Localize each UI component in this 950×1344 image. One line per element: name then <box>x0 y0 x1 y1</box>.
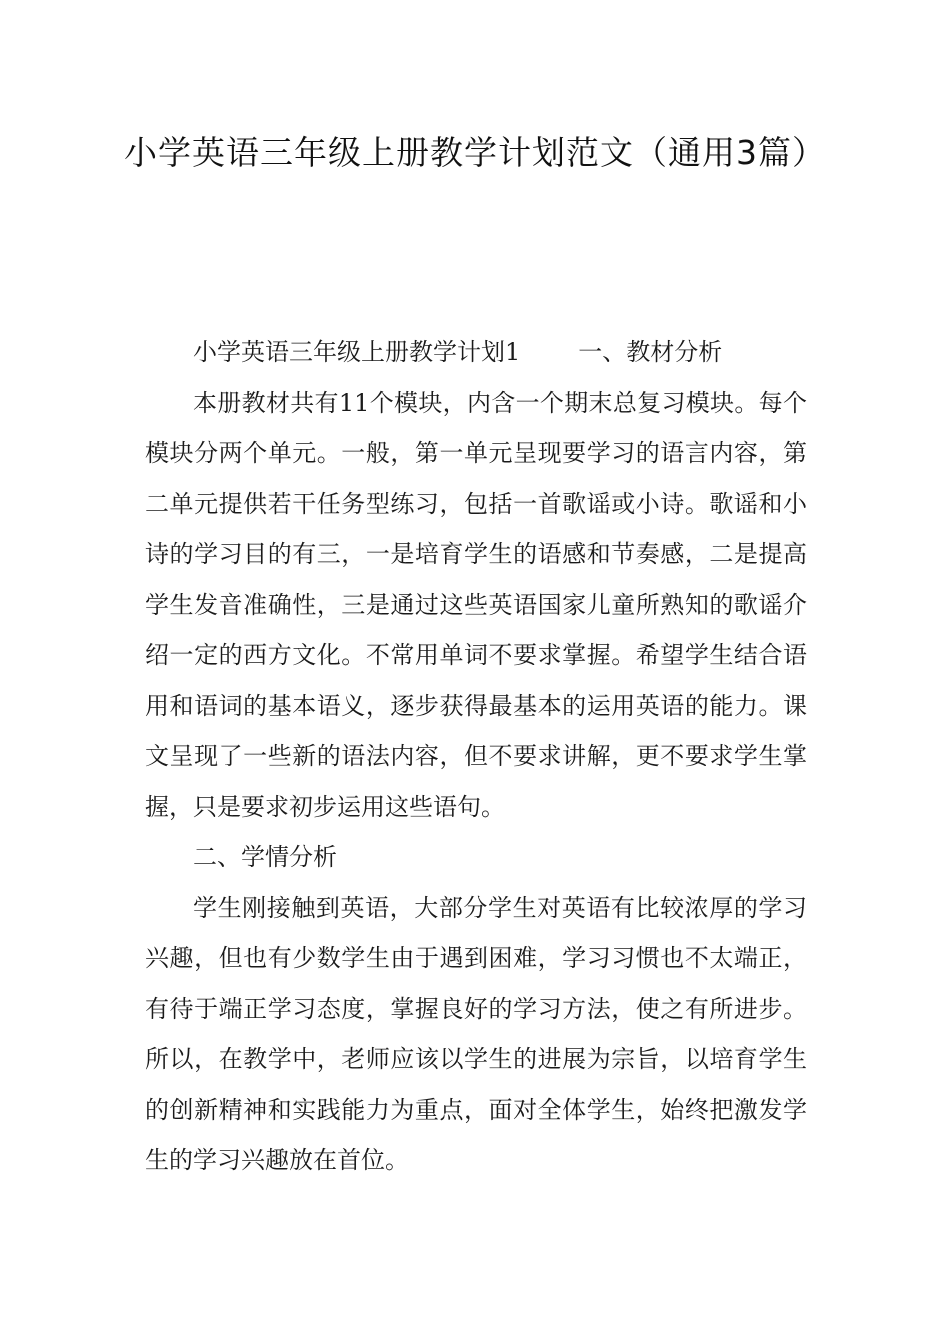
paragraph-student-analysis: 学生刚接触到英语，大部分学生对英语有比较浓厚的学习兴趣，但也有少数学生由于遇到困难，学习习惯也不太端正，有待于端正学习态度，掌握良好的学习方法，使之有所进步。所以，在教学中，老师应该以学生的进展为宗旨，以培育学生的创新精神和实践能力为重点，面对全体学生，始终把激发学生的学习兴趣放在首位。 <box>145 893 807 1174</box>
document-title: 小学英语三年级上册教学计划范文（通用3篇） <box>124 133 826 172</box>
heading-student-analysis: 二、学情分析 <box>193 843 337 871</box>
heading-textbook-analysis: 一、教材分析 <box>578 338 723 366</box>
paragraph-textbook-analysis: 本册教材共有11个模块，内含一个期末总复习模块。每个模块分两个单元。一般，第一单元呈现要学习的语言内容，第二单元提供若干任务型练习，包括一首歌谣或小诗。歌谣和小诗的学习目的有三，一是培育学生的语感和节奏感，二是提高学生发音准确性，三是通过这些英语国家儿童所熟知的歌谣介绍一定的西方文化。不常用单词不要求掌握。希望学生结合语用和语词的基本语义，逐步获得最基本的运用英语的能力。课文呈现了一些新的语法内容，但不要求讲解，更不要求学生掌握，只是要求初步运用这些语句。 <box>145 388 807 821</box>
section-subtitle <box>145 327 807 378</box>
plan-title: 小学英语三年级上册教学计划1 <box>193 338 521 366</box>
document-body <box>145 327 807 1186</box>
